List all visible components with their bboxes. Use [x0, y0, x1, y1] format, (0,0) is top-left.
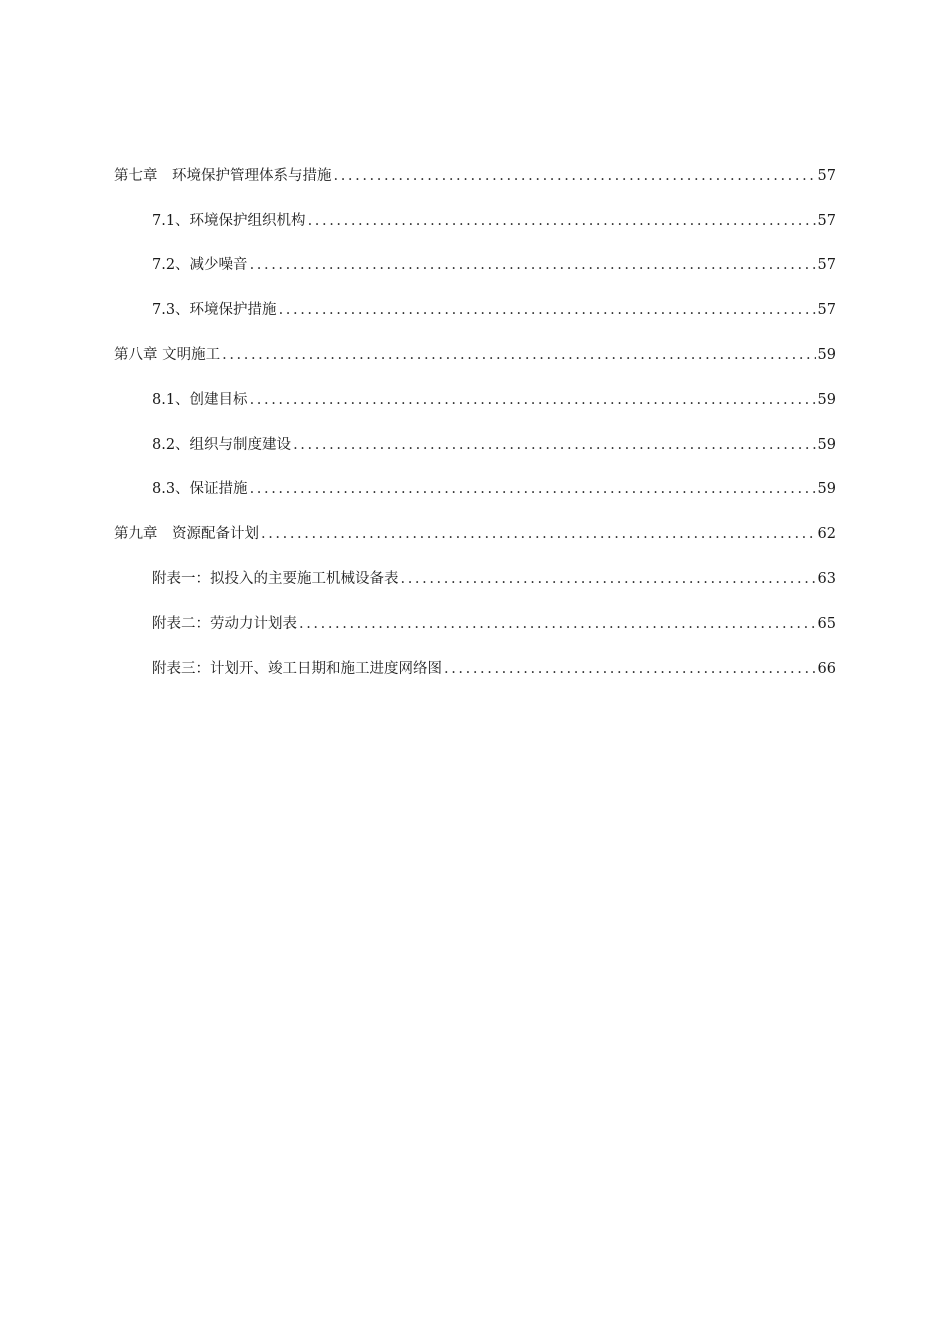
- toc-dot-leader: [293, 431, 815, 459]
- toc-entry-chapter-8[interactable]: [114, 324, 836, 369]
- toc-entry-label: 第九章 资源配备计划: [114, 526, 259, 543]
- toc-dot-leader: [250, 251, 816, 279]
- toc-entry-7-2[interactable]: [114, 235, 836, 280]
- toc-entry-8-3[interactable]: [114, 459, 836, 504]
- toc-dot-leader: [334, 162, 816, 190]
- toc-page-number: 57: [817, 167, 836, 184]
- toc-entry-chapter-7[interactable]: [114, 145, 836, 190]
- toc-dot-leader: [308, 207, 816, 235]
- toc-page-number: 59: [817, 391, 836, 408]
- toc-entry-chapter-9[interactable]: [114, 503, 836, 548]
- toc-entry-appendix-1[interactable]: [114, 548, 836, 593]
- toc-entry-appendix-3[interactable]: [114, 638, 836, 683]
- toc-dot-leader: [250, 475, 816, 503]
- toc-entry-8-1[interactable]: [114, 369, 836, 414]
- toc-page-number: 59: [817, 346, 836, 363]
- toc-dot-leader: [261, 520, 816, 548]
- toc-entry-appendix-2[interactable]: [114, 593, 836, 638]
- toc-dot-leader: [444, 655, 816, 683]
- toc-entry-label: 附表一：拟投入的主要施工机械设备表: [152, 570, 399, 587]
- toc-entry-7-1[interactable]: [114, 190, 836, 235]
- toc-page-number: 57: [817, 257, 836, 274]
- toc-dot-leader: [401, 565, 816, 593]
- toc-page-number: 66: [817, 660, 836, 677]
- toc-page-number: 59: [817, 436, 836, 453]
- toc-entry-label: 第七章 环境保护管理体系与措施: [114, 167, 332, 184]
- toc-entry-7-3[interactable]: [114, 279, 836, 324]
- toc-dot-leader: [250, 386, 816, 414]
- toc-page-number: 59: [817, 481, 836, 498]
- toc-entry-label: 第八章 文明施工: [114, 346, 221, 363]
- toc-page-number: 57: [817, 212, 836, 229]
- toc-entry-label: 附表三：计划开、竣工日期和施工进度网络图: [152, 660, 442, 677]
- toc-entry-label: 7.1、环境保护组织机构: [152, 212, 306, 229]
- toc-entry-label: 7.3、环境保护措施: [152, 302, 277, 319]
- toc-entry-label: 8.2、组织与制度建设: [152, 436, 292, 453]
- toc-entry-8-2[interactable]: [114, 414, 836, 459]
- toc-page-number: 65: [817, 615, 836, 632]
- toc-page-number: 62: [817, 526, 836, 543]
- toc-dot-leader: [279, 296, 816, 324]
- toc-dot-leader: [222, 341, 815, 369]
- toc-page-number: 63: [817, 570, 836, 587]
- toc-dot-leader: [299, 610, 816, 638]
- toc-page-number: 57: [817, 302, 836, 319]
- toc-entry-label: 8.3、保证措施: [152, 481, 248, 498]
- toc-entry-label: 7.2、减少噪音: [152, 257, 248, 274]
- table-of-contents: [114, 145, 836, 683]
- toc-entry-label: 附表二：劳动力计划表: [152, 615, 297, 632]
- toc-entry-label: 8.1、创建目标: [152, 391, 248, 408]
